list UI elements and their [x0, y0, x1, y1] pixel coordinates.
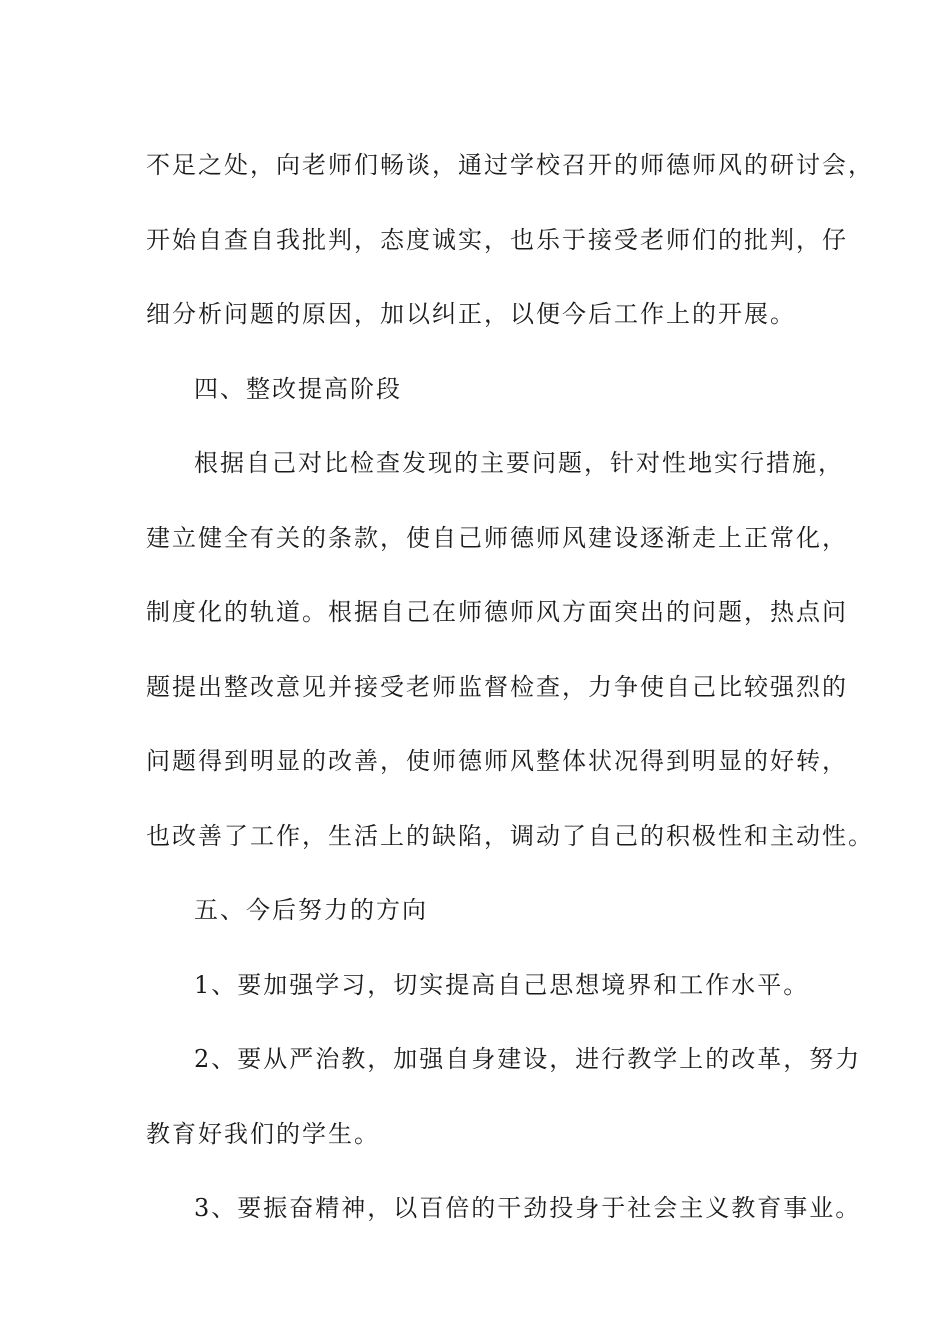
- document-body: [146, 128, 874, 1246]
- section-heading-4: 四、整改提高阶段: [194, 374, 402, 403]
- text-line-7: 制度化的轨道。根据自己在师德师风方面突出的问题，热点问: [146, 598, 848, 626]
- text-line-10: 也改善了工作，生活上的缺陷，调动了自己的积极性和主动性。: [146, 821, 874, 850]
- text-line-9: 问题得到明显的改善，使师德师风整体状况得到明显的好转，: [146, 747, 848, 775]
- list-item-2: 2、要从严治教，加强自身建设，进行教学上的改革，努力: [194, 1045, 862, 1073]
- text-line-8: 题提出整改意见并接受老师监督检查，力争使自己比较强烈的: [146, 672, 848, 701]
- text-line-3: 细分析问题的原因，加以纠正，以便今后工作上的开展。: [146, 300, 796, 328]
- text-line-2: 开始自查自我批判，态度诚实，也乐于接受老师们的批判，仔: [146, 225, 848, 254]
- text-line-6: 建立健全有关的条款，使自己师德师风建设逐渐走上正常化，: [146, 523, 848, 552]
- text-line-1: 不足之处，向老师们畅谈，通过学校召开的师德师风的研讨会，: [146, 151, 874, 179]
- list-item-2-continuation: 教育好我们的学生。: [146, 1119, 380, 1148]
- list-item-3: 3、要振奋精神，以百倍的干劲投身于社会主义教育事业。: [194, 1194, 862, 1222]
- section-heading-5: 五、今后努力的方向: [194, 896, 428, 924]
- text-line-5: 根据自己对比检查发现的主要问题，针对性地实行措施，: [194, 449, 844, 477]
- list-item-1: 1、要加强学习，切实提高自己思想境界和工作水平。: [194, 970, 810, 999]
